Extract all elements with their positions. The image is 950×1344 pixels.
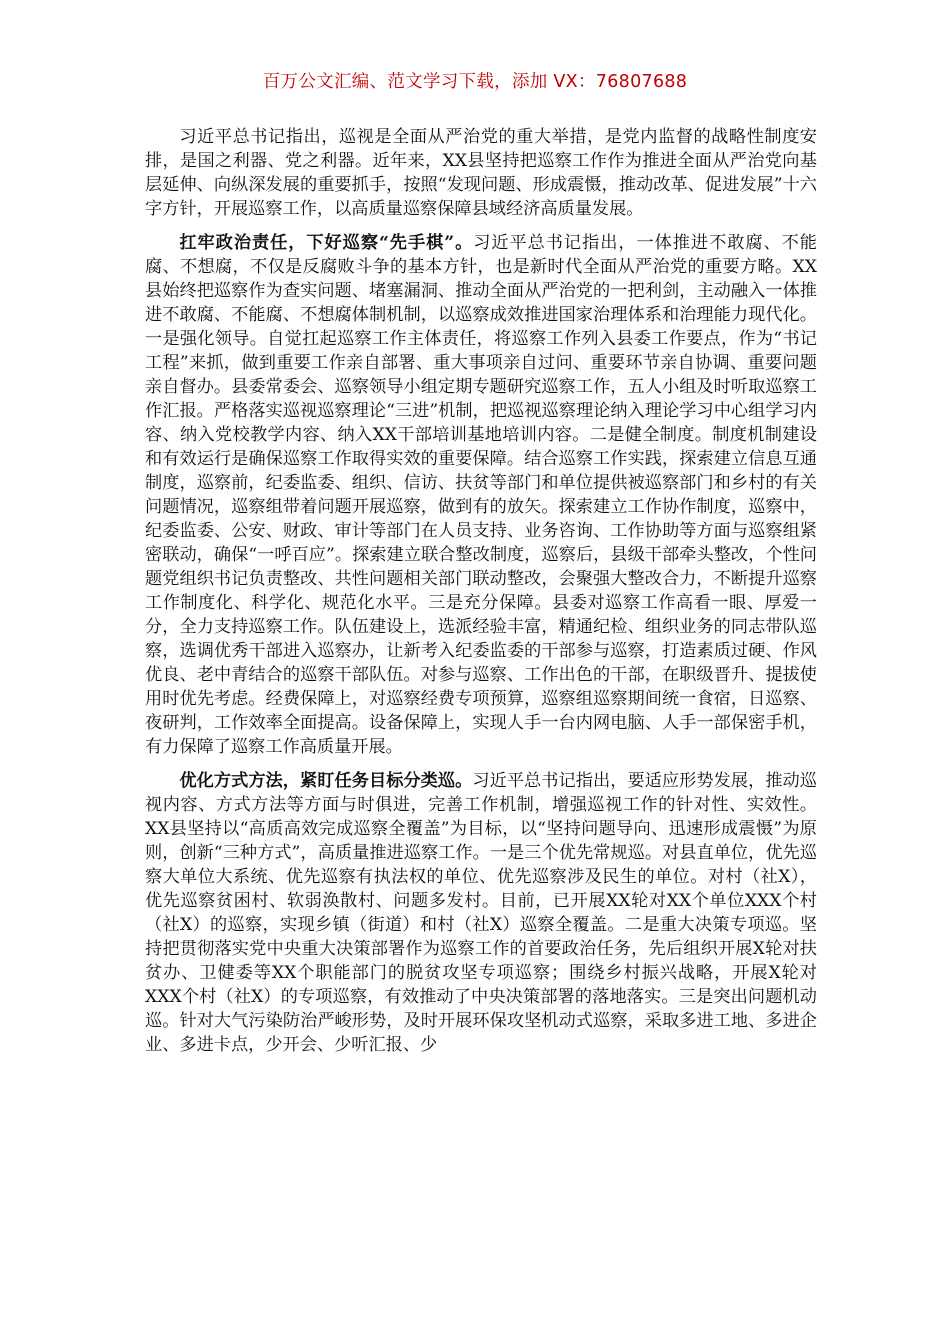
paragraph-intro (145, 125, 817, 221)
paragraph-lead: 扛牢政治责任，下好巡察“先手棋”。 (179, 233, 474, 253)
paragraph-lead: 优化方式方法，紧盯任务目标分类巡。 (179, 771, 473, 791)
paragraph-political-responsibility (145, 231, 817, 759)
paragraph-text: 习近平总书记指出，一体推进不敢腐、不能腐、不想腐，不仅是反腐败斗争的基本方针，也是新时代全面从严治党的重要方略。XX县始终把巡察作为查实问题、堵塞漏洞、推动全面从严治党的一把利剑，主动融入一体推进不敢腐、不能腐、不想腐体制机制，以巡察成效推进国家治理体系和治理能力现代化。一是强化领导。自觉扛起巡察工作主体责任，将巡察工作列入县委工作要点，作为“书记工程”来抓，做到重要工作亲自部署、重大事项亲自过问、重要环节亲自协调、重要问题亲自督办。县委常委会、巡察领导小组定期专题研究巡察工作，五人小组及时听取巡察工作汇报。严格落实巡视巡察理论“三进”机制，把巡视巡察理论纳入理论学习中心组学习内容、纳入党校教学内容、纳入XX干部培训基地培训内容。二是健全制度。制度机制建设和有效运行是确保巡察工作取得实效的重要保障。结合巡察工作实践，探索建立信息互通制度，巡察前，纪委监委、组织、信访、扶贫等部门和单位提供被巡察部门和乡村的有关问题情况，巡察组带着问题开展巡察，做到有的放矢。探索建立工作协作制度，巡察中，纪委监委、公安、财政、审计等部门在人员支持、业务咨询、工作协助等方面与巡察组紧密联动，确保“一呼百应”。探索建立联合整改制度，巡察后，县级干部牵头整改，个性问题党组织书记负责整改、共性问题相关部门联动整改，会聚强大整改合力，不断提升巡察工作制度化、科学化、规范化水平。三是充分保障。县委对巡察工作高看一眼、厚爱一分，全力支持巡察工作。队伍建设上，选派经验丰富，精通纪检、组织业务的同志带队巡察，选调优秀干部进入巡察办，让新考入纪委监委的干部参与巡察，打造素质过硬、作风优良、老中青结合的巡察干部队伍。对参与巡察、工作出色的干部，在职级晋升、提拔使用时优先考虑。经费保障上，对巡察经费专项预算，巡察组巡察期间统一食宿，日巡察、夜研判，工作效率全面提高。设备保障上，实现人手一台内网电脑、人手一部保密手机，有力保障了巡察工作高质量开展。 (145, 233, 817, 757)
page-header-banner: 百万公文汇编、范文学习下载，添加 VX：76807688 (262, 72, 688, 92)
paragraph-optimize-methods (145, 769, 817, 1057)
paragraph-text: 习近平总书记指出，巡视是全面从严治党的重大举措，是党内监督的战略性制度安排，是国之利器、党之利器。近年来，XX县坚持把巡察工作作为推进全面从严治党向基层延伸、向纵深发展的重要抓手，按照“发现问题、形成震慑，推动改革、促进发展”十六字方针，开展巡察工作，以高质量巡察保障县域经济高质量发展。 (145, 127, 817, 219)
document-body (145, 125, 817, 1067)
paragraph-text: 习近平总书记指出，要适应形势发展，推动巡视内容、方式方法等方面与时俱进，完善工作机制，增强巡视工作的针对性、实效性。XX县坚持以“高质高效完成巡察全覆盖”为目标，以“坚持问题导向、迅速形成震慑”为原则，创新“三种方式”，高质量推进巡察工作。一是三个优先常规巡。对县直单位，优先巡察大单位大系统、优先巡察有执法权的单位、优先巡察涉及民生的单位。对村（社X），优先巡察贫困村、软弱涣散村、问题多发村。目前，已开展XX轮对XX个单位XXX个村（社X）的巡察，实现乡镇（街道）和村（社X）巡察全覆盖。二是重大决策专项巡。坚持把贯彻落实党中央重大决策部署作为巡察工作的首要政治任务，先后组织开展X轮对扶贫办、卫健委等XX个职能部门的脱贫攻坚专项巡察；围绕乡村振兴战略，开展X轮对XXX个村（社X）的专项巡察，有效推动了中央决策部署的落地落实。三是突出问题机动巡。针对大气污染防治严峻形势，及时开展环保攻坚机动式巡察，采取多进工地、多进企业、多进卡点，少开会、少听汇报、少 (145, 771, 817, 1055)
